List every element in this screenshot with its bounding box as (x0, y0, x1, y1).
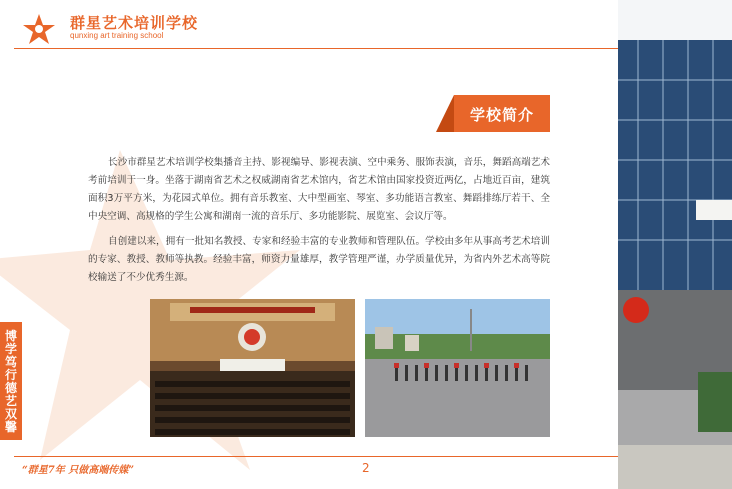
page-number: 2 (362, 461, 370, 475)
intro-paragraph-2: 自创建以来，拥有一批知名教授、专家和经验丰富的专业教师和管理队伍。学校由多年从事高考艺术培训的专家、教授、教师等执教。经验丰富，师资力量雄厚，教学管理严谨，办学质量优异，为省内外艺术高等院校输送了不少优秀生源。 (88, 236, 550, 283)
intro-paragraph-1: 长沙市群星艺术培训学校集播音主持、影视编导、影视表演、空中乘务、服饰表演，音乐，舞蹈高端艺术考前培训于一身。坐落于湖南省艺术之权威湖南省艺术馆内，省艺术馆由国家投资近两亿，占地近百亩，建筑面积3万平方米，为花园式单位。拥有音乐教室、大中型画室、琴室、多功能语言教室、舞蹈排练厅若干、全中央空调、高规格的学生公寓和湖南一流的音乐厅、多功能影院、展览室、会议厅等。 (88, 157, 550, 222)
school-name-en: qunxing art training school (70, 31, 164, 40)
outdoor-training-photo (365, 299, 550, 437)
side-motto-text: 博学笃行 德艺双馨 (4, 329, 17, 434)
star-logo-icon (22, 12, 56, 46)
header-divider (14, 48, 618, 49)
building-facade-photo (618, 0, 732, 489)
footer-slogan: “群星7年 只做高端传媒” (22, 465, 134, 476)
auditorium-ceremony-photo (150, 299, 355, 437)
school-name-cn: 群星艺术培训学校 (70, 14, 199, 32)
footer-divider (14, 456, 618, 457)
section-title: 学校简介 (469, 106, 534, 124)
